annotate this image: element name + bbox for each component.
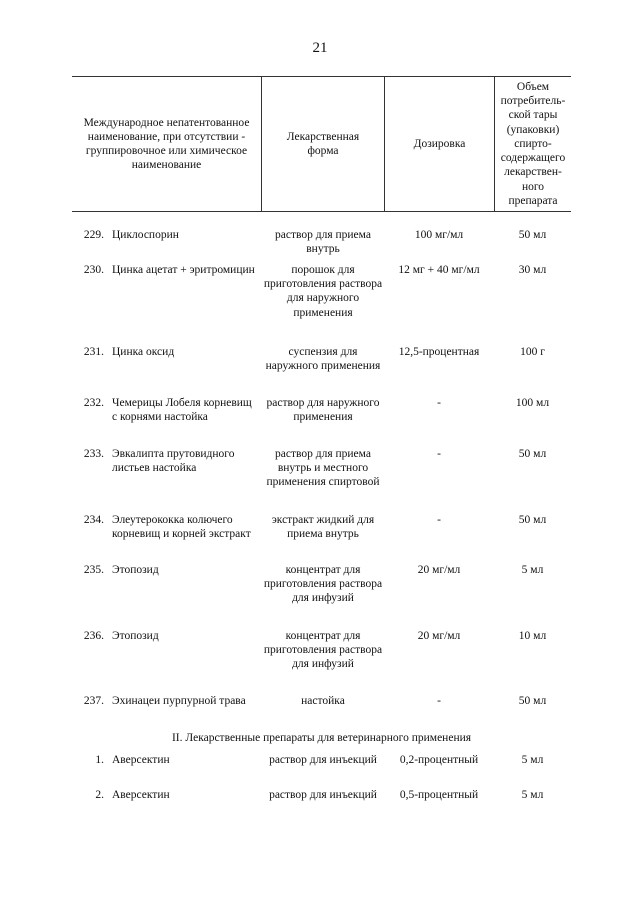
row-number: 1. — [95, 754, 104, 766]
dosage: 20 мг/мл — [417, 630, 461, 642]
header-form-text: Лекарственная форма — [286, 130, 360, 157]
dosage-form: экстракт жидкий для приема внутрь — [271, 514, 375, 541]
dosage: 0,2-процентный — [399, 754, 479, 766]
package-volume: 100 г — [520, 346, 545, 358]
dosage: - — [437, 695, 441, 707]
dosage-form: раствор для инъекций — [269, 754, 377, 766]
drug-name: Этопозид — [112, 630, 159, 642]
dosage-form: концентрат для приготовления раствора для инфузий — [263, 630, 383, 671]
header-form — [262, 77, 384, 211]
row-number: 235. — [83, 564, 104, 576]
dosage-form: раствор для наружного применения — [266, 397, 380, 424]
package-volume: 10 мл — [518, 630, 547, 642]
package-volume: 5 мл — [521, 754, 544, 766]
row-number: 236. — [83, 630, 104, 642]
drug-name: Циклоспорин — [112, 229, 179, 241]
drug-name: Элеутерококка колючего корневищ и корней экстракт — [112, 514, 251, 541]
row-number: 234. — [83, 514, 104, 526]
drug-name: Цинка оксид — [112, 346, 175, 358]
row-number: 230. — [83, 264, 104, 276]
package-volume: 5 мл — [521, 789, 544, 801]
page-number: 21 — [312, 40, 328, 56]
drug-name: Аверсектин — [112, 789, 170, 801]
row-number: 233. — [83, 448, 104, 460]
drug-name: Цинка ацетат + эритромицин — [112, 264, 255, 276]
dosage-form: раствор для приема внутрь — [275, 229, 371, 256]
header-volume — [495, 77, 571, 211]
drug-name: Эвкалипта прутовидного листьев настойка — [112, 448, 235, 475]
package-volume: 50 мл — [518, 514, 547, 526]
dosage-form: суспензия для наружного применения — [265, 346, 381, 373]
drug-name: Этопозид — [112, 564, 159, 576]
row-number: 229. — [83, 229, 104, 241]
header-name-text: Международное непатентованное наименование, при отсутствии - группировочное или химическое наименование — [83, 116, 250, 172]
package-volume: 100 мл — [515, 397, 550, 409]
dosage: 12,5-процентная — [398, 346, 480, 358]
dosage: - — [437, 448, 441, 460]
drug-name: Чемерицы Лобеля корневищ с корнями настойка — [112, 397, 252, 424]
row-number: 2. — [95, 789, 104, 801]
package-volume: 50 мл — [518, 448, 547, 460]
package-volume: 5 мл — [521, 564, 544, 576]
section-title: II. Лекарственные препараты для ветеринарного применения — [171, 732, 472, 744]
drug-name: Аверсектин — [112, 754, 170, 766]
drug-name: Эхинацеи пурпурной трава — [112, 695, 246, 707]
dosage-form: порошок для приготовления раствора для наружного применения — [263, 264, 383, 319]
header-volume-text: Объем потребитель-ской тары (упаковки) спирто-содержащего лекарствен-ного препарата — [500, 81, 566, 207]
dosage: 0,5-процентный — [399, 789, 479, 801]
package-volume: 50 мл — [518, 229, 547, 241]
header-dose-text: Дозировка — [413, 137, 466, 150]
dosage: - — [437, 397, 441, 409]
table-header — [72, 76, 571, 212]
dosage-form: концентрат для приготовления раствора для инфузий — [263, 564, 383, 605]
package-volume: 30 мл — [518, 264, 547, 276]
row-number: 237. — [83, 695, 104, 707]
dosage-form: раствор для приема внутрь и местного применения спиртовой — [266, 448, 380, 489]
dosage-form: раствор для инъекций — [269, 789, 377, 801]
package-volume: 50 мл — [518, 695, 547, 707]
dosage: 12 мг + 40 мг/мл — [398, 264, 480, 276]
header-name — [72, 77, 261, 211]
dosage: 100 мг/мл — [414, 229, 464, 241]
dosage: - — [437, 514, 441, 526]
dosage-form: настойка — [301, 695, 345, 707]
header-dose — [385, 77, 494, 211]
row-number: 231. — [83, 346, 104, 358]
dosage: 20 мг/мл — [417, 564, 461, 576]
row-number: 232. — [83, 397, 104, 409]
